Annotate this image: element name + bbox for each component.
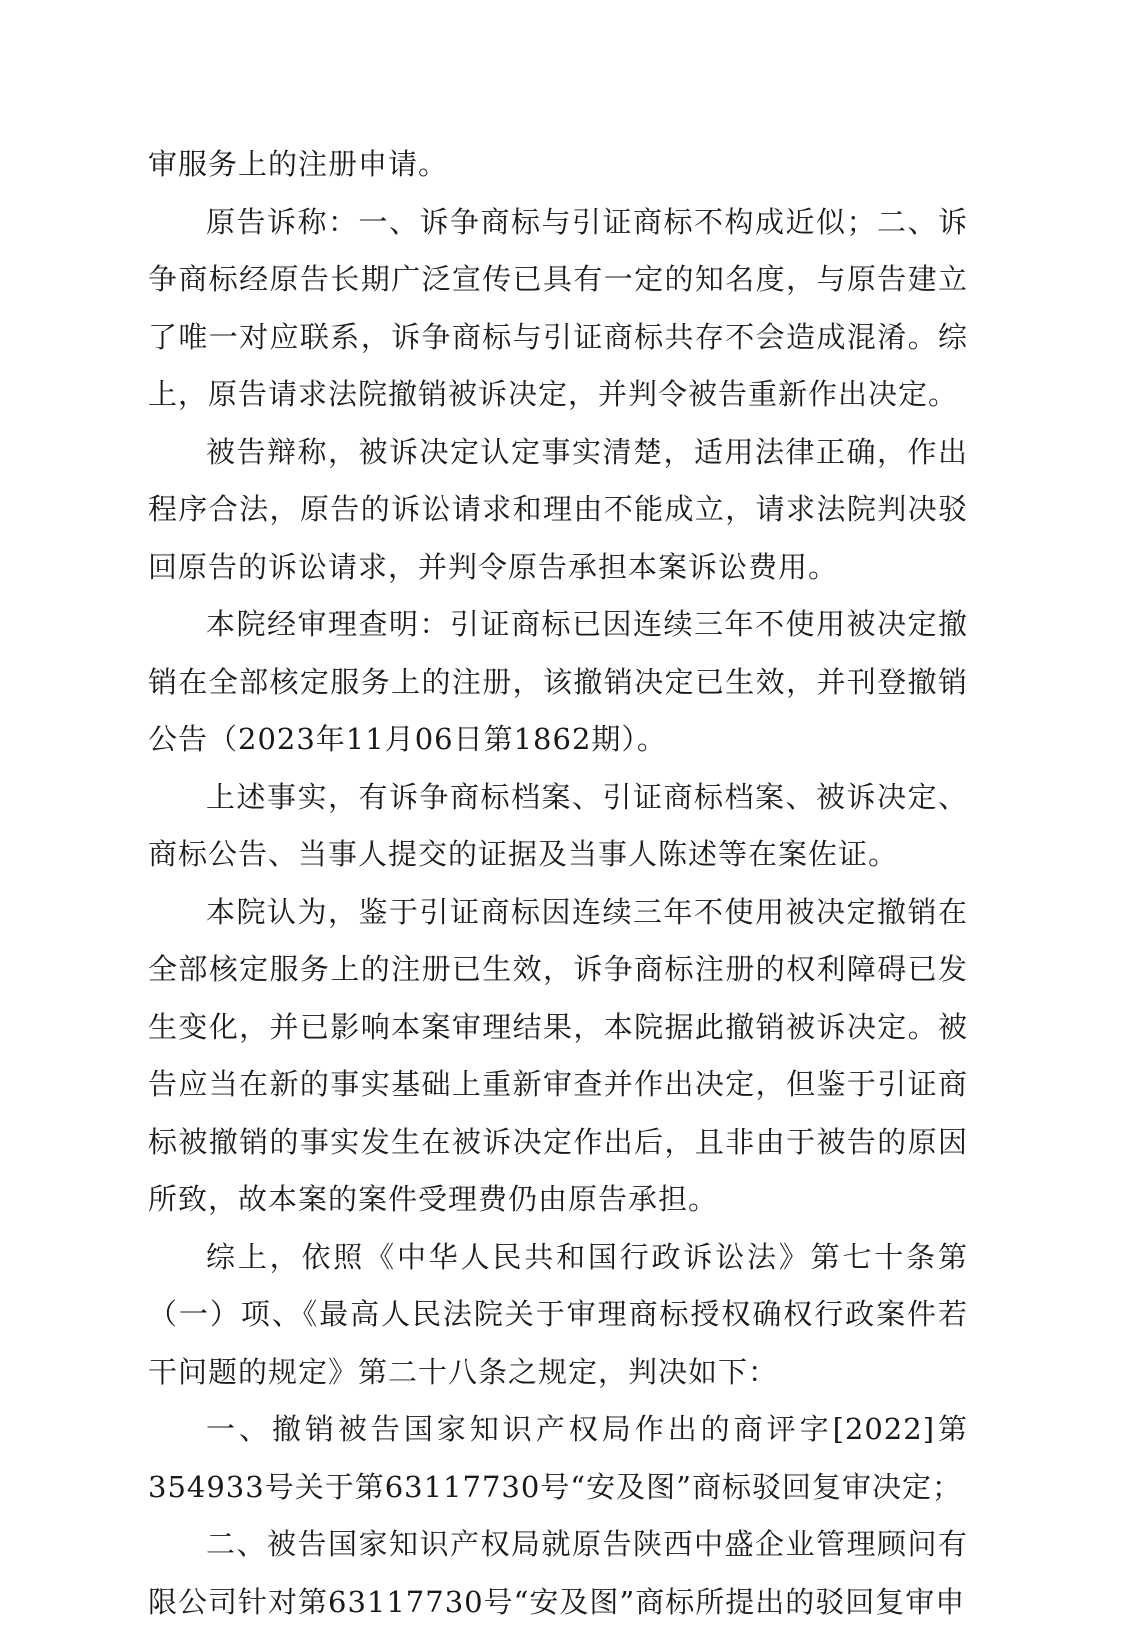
paragraph-legal-basis: 综上，依照《中华人民共和国行政诉讼法》第七十条第（一）项、《最高人民法院关于审理商标授权确权行政案件若干问题的规定》第二十八条之规定，判决如下：: [148, 1239, 968, 1389]
paragraph-judgment-item-1: 一、撤销被告国家知识产权局作出的商评字[2022]第354933号关于第63117730号“安及图”商标驳回复审决定；: [148, 1412, 968, 1504]
paragraph-plaintiff-claims: 原告诉称：一、诉争商标与引证商标不构成近似；二、诉争商标经原告长期广泛宣传已具有一定的知名度，与原告建立了唯一对应联系，诉争商标与引证商标共存不会造成混淆。综上，原告请求法院撤销被诉决定，并判令被告重新作出决定。: [148, 204, 968, 411]
paragraph-defendant-response: 被告辩称，被诉决定认定事实清楚，适用法律正确，作出程序合法，原告的诉讼请求和理由不能成立，请求法院判决驳回原告的诉讼请求，并判令原告承担本案诉讼费用。: [148, 434, 968, 584]
paragraph-facts-found: 本院经审理查明：引证商标已因连续三年不使用被决定撤销在全部核定服务上的注册，该撤销决定已生效，并刊登撤销公告（2023年11月06日第1862期）。: [148, 607, 968, 756]
paragraph-court-opinion: 本院认为，鉴于引证商标因连续三年不使用被决定撤销在全部核定服务上的注册已生效，诉争商标注册的权利障碍已发生变化，并已影响本案审理结果，本院据此撤销被诉决定。被告应当在新的事实基础上重新审查并作出决定，但鉴于引证商标被撤销的事实发生在被诉决定作出后，且非由于被告的原因所致，故本案的案件受理费仍由原告承担。: [148, 894, 968, 1216]
paragraph-judgment-item-2: 二、被告国家知识产权局就原告陕西中盛企业管理顾问有限公司针对第63117730号“安及图”商标所提出的驳回复审申: [148, 1527, 968, 1619]
document-page: [148, 136, 968, 1631]
paragraph-evidence: 上述事实，有诉争商标档案、引证商标档案、被诉决定、商标公告、当事人提交的证据及当事人陈述等在案佐证。: [148, 779, 968, 871]
paragraph-continuation: 审服务上的注册申请。: [148, 147, 449, 181]
